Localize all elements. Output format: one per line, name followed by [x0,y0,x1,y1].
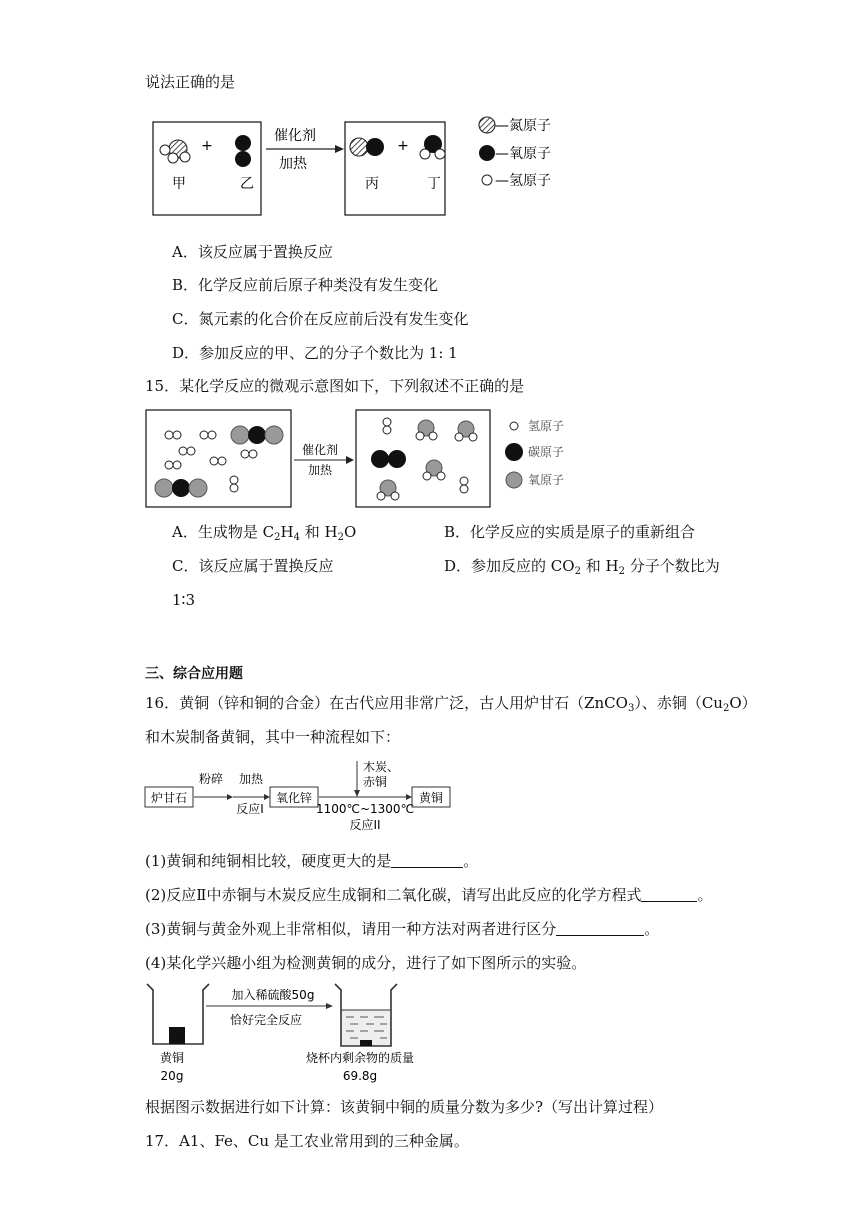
label-bing: 丙 [365,176,379,192]
label-ding: 丁 [427,176,441,192]
flow-box-luganshi-label: 炉甘石 [150,791,188,805]
legend-hydrogen: 氢原子 [528,419,565,433]
q14-option-a: A．该反应属于置换反应 [172,243,333,261]
legend-oxygen: —氧原子 [495,146,551,162]
catalyst-label: 催化剂 [301,443,339,457]
heat-label: 加热 [279,156,307,172]
label-yi: 乙 [240,176,254,192]
q14-option-c: C．氮元素的化合价在反应前后没有发生变化 [172,310,469,328]
q16-calc-instruction: 根据图示数据进行如下计算：该黄铜中铜的质量分数为多少?（写出计算过程） [145,1098,664,1116]
hydrogen-legend-icon [482,175,492,185]
catalyst-label: 催化剂 [274,128,316,144]
plus-sign: + [397,138,409,154]
flow-step-heat: 加热 [238,772,264,786]
q17-stem: 17．A1、Fe、Cu 是工农业常用到的三种金属。 [145,1132,469,1150]
brass-sample-icon [169,1027,185,1044]
legend-carbon: 碳原子 [528,445,565,459]
flow-add-charcoal: 木炭、 [363,760,400,774]
q15-stem: 15．某化学反应的微观示意图如下，下列叙述不正确的是 [145,377,525,395]
q15-option-d-continued: 1∶3 [172,591,195,609]
heat-label: 加热 [307,463,333,477]
oxygen-atom [366,138,384,156]
legend-hydrogen: —氢原子 [495,173,551,189]
flow-reaction-2: 反应II [349,818,381,832]
left-mass: 20g [160,1069,184,1083]
q16-stem-line2: 和木炭制备黄铜，其中一种流程如下： [145,728,401,746]
q16-process-flow [144,757,456,837]
q15-option-a: A．生成物是 $C_2H_4$ 和 $H_2O$ [172,523,357,543]
flow-reaction-1: 反应I [236,802,264,816]
q16-sub3: (3)黄铜与黄金外观上非常相似，请用一种方法对两者进行区分 。 [145,920,660,938]
right-label: 烧杯内剩余物的质量 [305,1051,415,1065]
hydrogen-atom [168,153,178,163]
hydrogen-atom [160,145,170,155]
legend-nitrogen: —氮原子 [495,118,551,134]
answer-blank-2[interactable] [641,887,697,902]
q16-sub2: (2)反应Ⅱ中赤铜与木炭反应生成铜和二氧化碳，请写出此反应的化学方程式 。 [145,886,713,904]
residue-icon [360,1040,372,1046]
q16-experiment-diagram [144,980,464,1086]
answer-blank-1[interactable] [391,853,463,868]
label-jia: 甲 [172,176,186,192]
q14-option-d: D．参加反应的甲、乙的分子个数比为 1: 1 [172,344,458,362]
nitrogen-legend-icon [479,117,495,133]
flow-box-brass-label: 黄铜 [418,791,444,805]
q16-sub4: (4)某化学兴趣小组为检测黄铜的成分，进行了如下图所示的实验。 [145,954,587,972]
oxygen-legend-icon [506,472,522,488]
flow-box-zinc-oxide-label: 氧化锌 [275,791,313,805]
oxygen-atom [235,135,251,151]
oxygen-legend-icon [479,145,495,161]
q16-sub1: (1)黄铜和纯铜相比较，硬度更大的是 。 [145,852,479,870]
flow-temperature: 1100℃~1300℃ [315,802,415,816]
q14-reaction-diagram [150,112,570,220]
q14-option-b: B．化学反应前后原子种类没有发生变化 [172,276,439,294]
q15-option-b: B．化学反应的实质是原子的重新组合 [444,523,696,541]
q15-option-c: C．该反应属于置换反应 [172,557,334,575]
hydrogen-legend-icon [510,422,518,430]
section-title: 三、综合应用题 [145,666,243,682]
hydrogen-atom [420,149,430,159]
carbon-legend-icon [505,443,523,461]
q16-stem-line1: 16．黄铜（锌和铜的合金）在古代应用非常广泛，古人用炉甘石（ZnCO$_3$）、赤铜$(Cu_2O)$ [145,694,757,714]
legend-oxygen: 氧原子 [528,473,565,487]
q15-reaction-diagram [144,408,584,510]
hydrogen-atom [180,152,190,162]
q14-stem-tail: 说法正确的是 [145,73,236,91]
arrow-bottom-label: 恰好完全反应 [229,1013,303,1027]
plus-sign: + [201,138,213,154]
hydrogen-atom [435,149,445,159]
flow-step-crush: 粉碎 [198,772,224,786]
left-label: 黄铜 [159,1051,185,1065]
right-mass: 69.8g [342,1069,378,1083]
nitrogen-atom [350,138,368,156]
q15-option-d: D．参加反应的 $CO_2$ 和 $H_2$ 分子个数比为 [444,557,720,577]
oxygen-atom [235,151,251,167]
answer-blank-3[interactable] [556,921,644,936]
flow-add-cuprite: 赤铜 [363,775,388,789]
arrow-top-label: 加入稀硫酸50g [231,988,315,1002]
